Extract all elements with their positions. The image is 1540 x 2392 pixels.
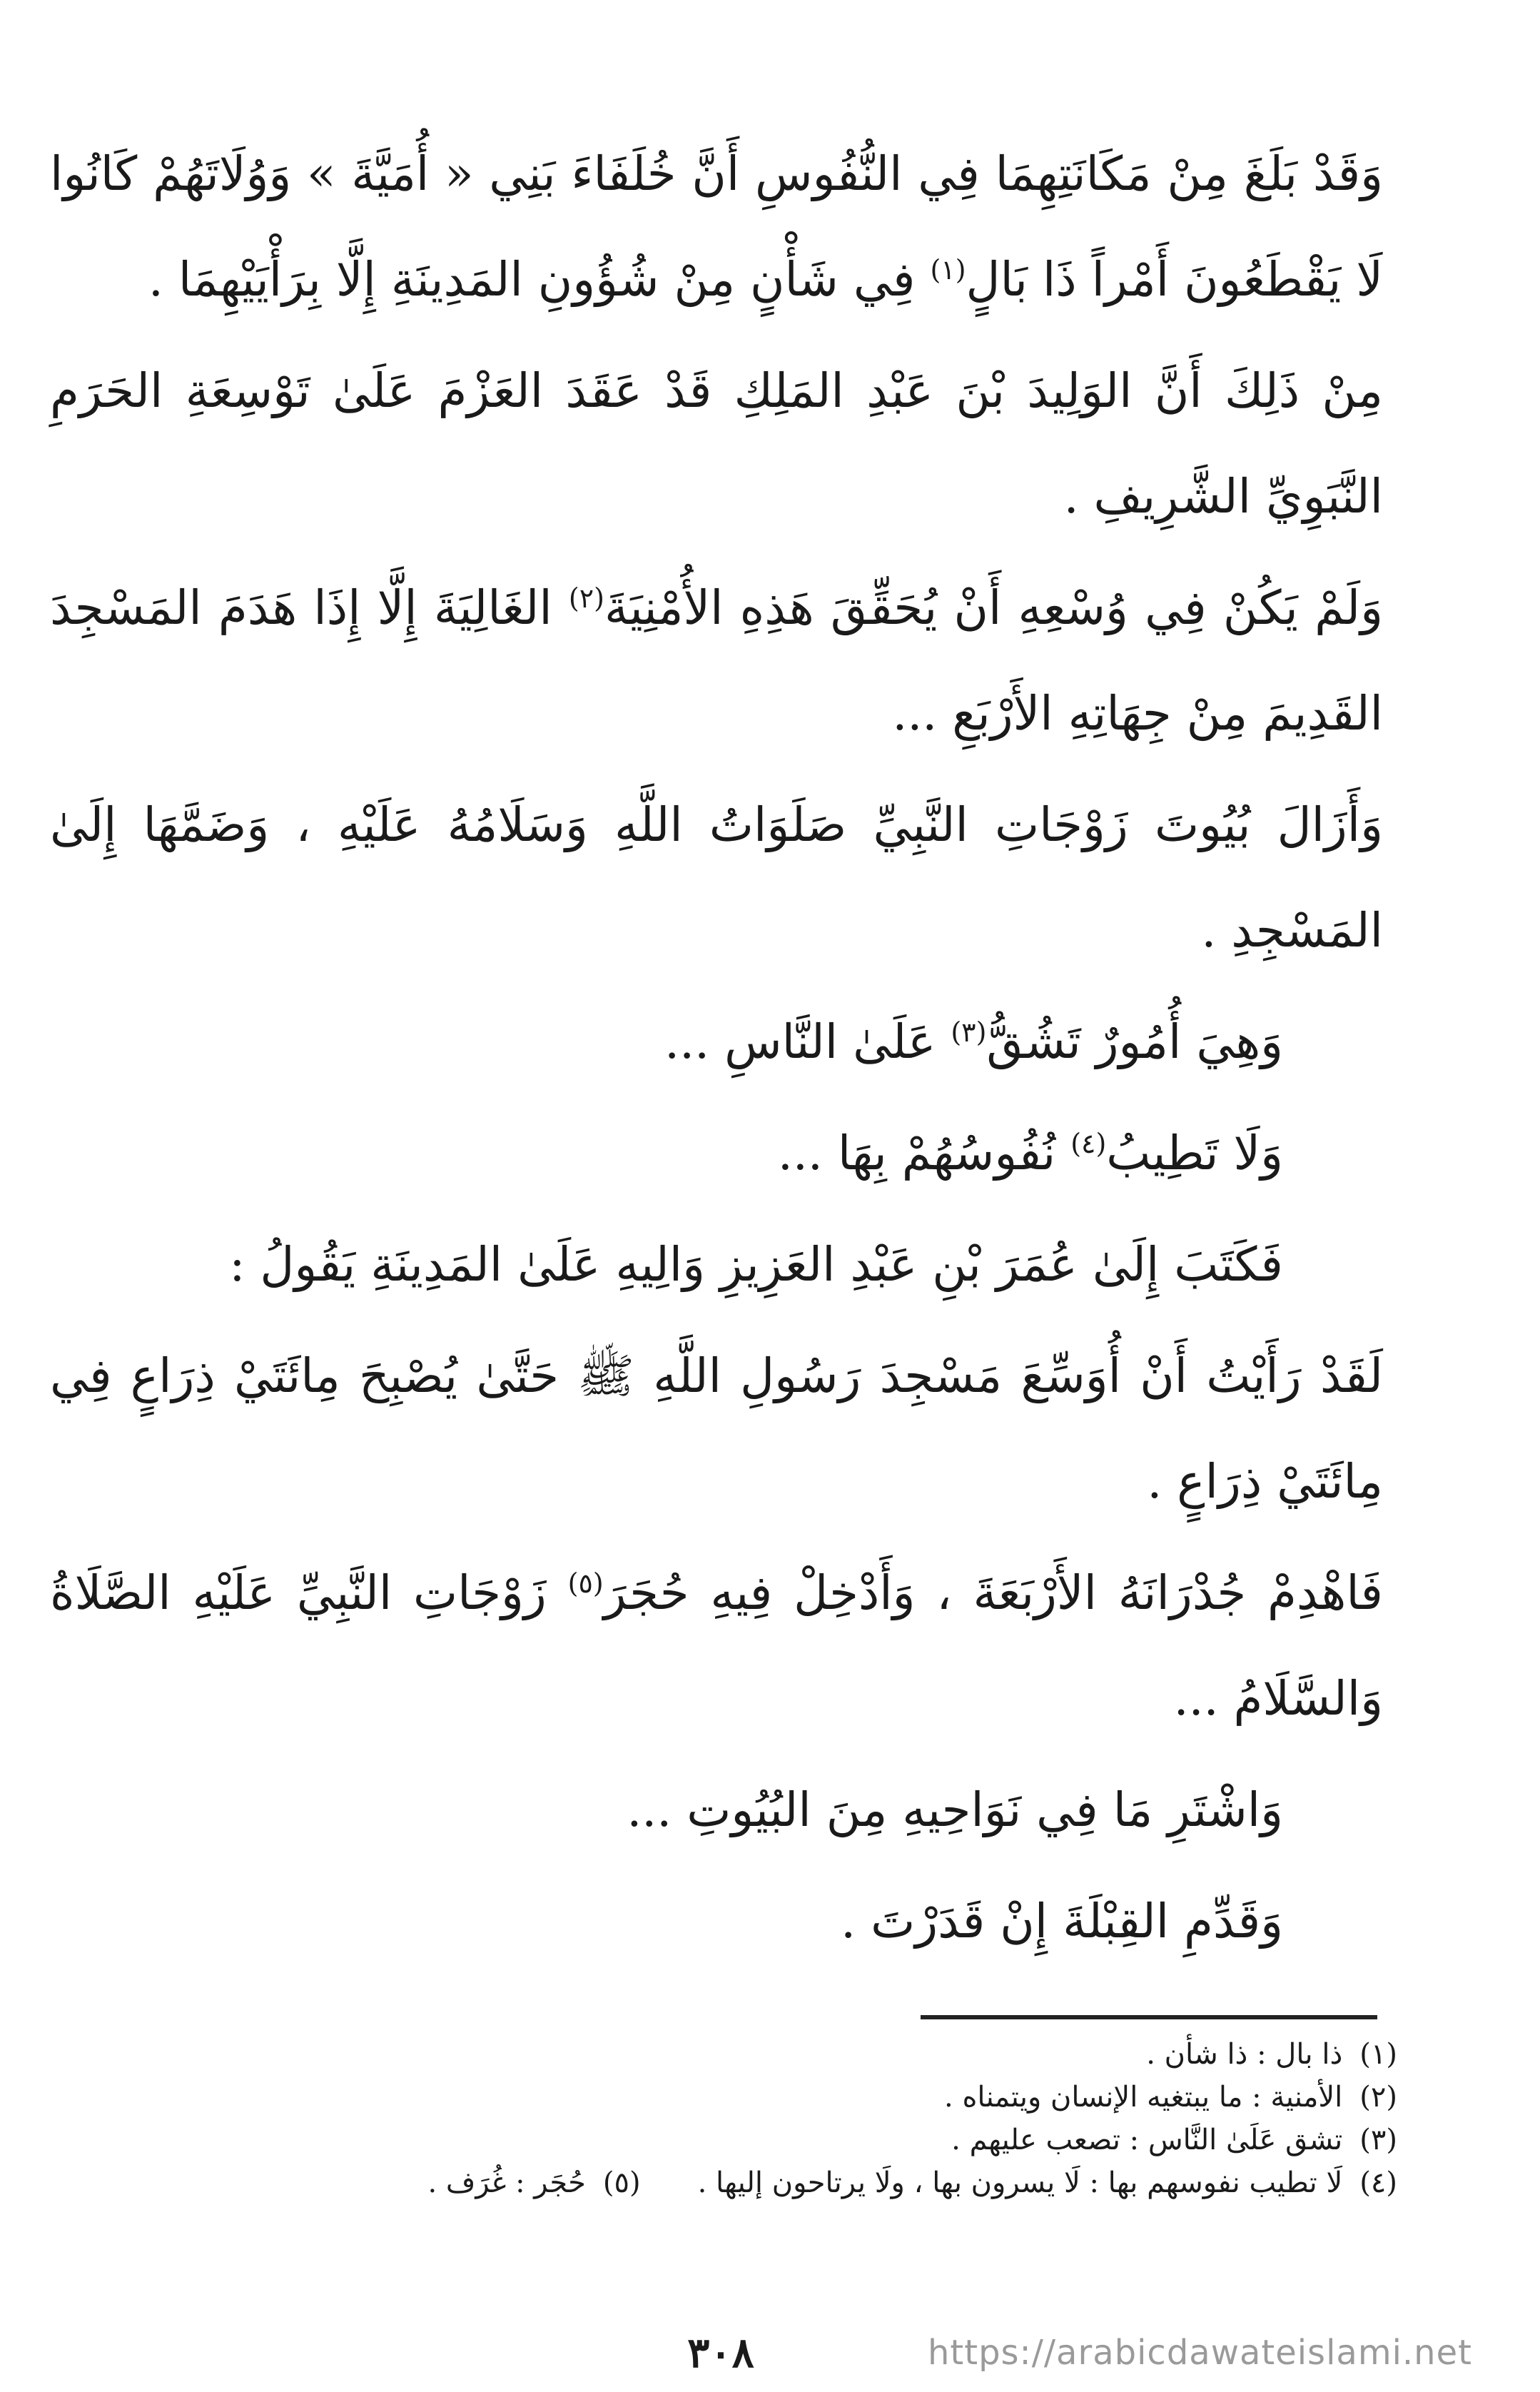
paragraph-8: لَقَدْ رَأَيْتُ أَنْ أُوَسِّعَ مَسْجِدَ رَسُولِ اللَّهِ ﷺ حَتَّىٰ يُصْبِحَ مِائَتَيْ ذِرَاعٍ فِي مِائَتَيْ ذِرَاعٍ . [50,1348,1383,1509]
footnote-ref-2: (٢) [568,582,604,614]
footnote-2: (٢)الأمنية : ما يبتغيه الإنسان ويتمناه . [944,2081,1397,2114]
watermark-url: https://arabicdawateislami.net [928,2333,1472,2373]
paragraph-7: فَكَتَبَ إِلَىٰ عُمَرَ بْنِ عَبْدِ العَزِيزِ وَالِيهِ عَلَىٰ المَدِينَةِ يَقُولُ : [229,1237,1283,1292]
paragraph-3: وَلَمْ يَكُنْ فِي وُسْعِهِ أَنْ يُحَقِّقَ هَذِهِ الأُمْنِيَةَ$^{(٢)}$ الغَالِيَةَ إِلَّا إِذَا هَدَمَ المَسْجِدَ القَدِيمَ مِنْ جِهَاتِهِ الأَرْبَعِ ... [50,580,1383,741]
footnote-3: (٣)تشق عَلَىٰ النَّاس : تصعب عليهم . [951,2124,1397,2156]
paragraph-11: وَقَدِّمِ القِبْلَةَ إِنْ قَدَرْتَ . [841,1894,1283,1949]
paragraph-5: وَهِيَ أُمُورٌ تَشُقُّ$^{(٣)}$ عَلَىٰ النَّاسِ ... [664,1014,1283,1069]
footnote-ref-4: (٤) [1070,1128,1107,1159]
paragraph-9: فَاهْدِمْ جُدْرَانَهُ الأَرْبَعَةَ ، وَأَدْخِلْ فِيهِ حُجَرَ$^{(٥)}$ زَوْجَاتِ النَّبِيِّ عَلَيْهِ الصَّلَاةُ وَالسَّلَامُ ... [50,1565,1383,1726]
footnotes [214,2033,1397,2204]
footnote-ref-5: (٥) [567,1568,604,1599]
footnote-4: (٤)لَا تطيب نفوسهم بها : لَا يسرون بها ، ولَا يرتاحون إليها .(٥)حُجَر : غُرَف . [214,2161,1397,2204]
page-number: ٣٠٨ [687,2328,754,2377]
paragraph-6: وَلَا تَطِيبُ$^{(٤)}$ نُفُوسُهُمْ بِهَا ... [777,1126,1283,1181]
paragraph-1: وَقَدْ بَلَغَ مِنْ مَكَانَتِهِمَا فِي النُّفُوسِ أَنَّ خُلَفَاءَ بَنِي « أُمَيَّةَ » وَوُلَاتَهُمْ كَانُوا لَا يَقْطَعُونَ أَمْراً ذَا بَالٍ$^{(١)}$ فِي شَأْنٍ مِنْ شُؤُونِ المَدِينَةِ إِلَّا بِرَأْيَيْهِمَا . [50,146,1383,307]
footnote-1: (١)ذا بال : ذا شأن . [1146,2038,1397,2071]
footnote-ref-3: (٣) [951,1016,987,1048]
footnote-divider [921,2015,1377,2019]
footnote-5-num: (٥) [602,2166,641,2199]
footnote-ref-1: (١) [930,254,966,286]
main-text [50,121,1383,1980]
paragraph-2: مِنْ ذَلِكَ أَنَّ الوَلِيدَ بْنَ عَبْدِ المَلِكِ قَدْ عَقَدَ العَزْمَ عَلَىٰ تَوْسِعَةِ الحَرَمِ النَّبَوِيِّ الشَّرِيفِ . [50,363,1383,524]
paragraph-10: وَاشْتَرِ مَا فِي نَوَاحِيهِ مِنَ البُيُوتِ ... [627,1782,1283,1837]
paragraph-4: وَأَزَالَ بُيُوتَ زَوْجَاتِ النَّبِيِّ صَلَوَاتُ اللَّهِ وَسَلَامُهُ عَلَيْهِ ، وَضَمَّهَا إِلَىٰ المَسْجِدِ . [50,797,1383,958]
footnote-5-text: حُجَر : غُرَف . [427,2166,586,2199]
